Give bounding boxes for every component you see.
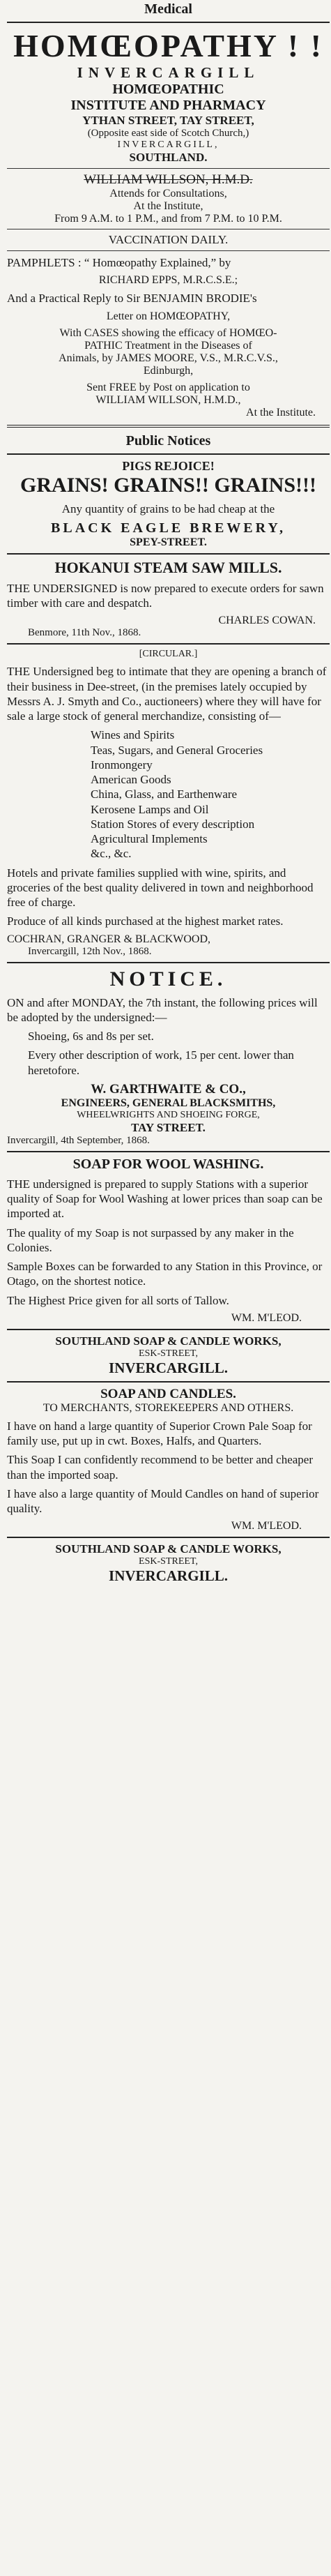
advert-hours: From 9 A.M. to 1 P.M., and from 7 P.M. to 10 P.M. [54, 213, 282, 225]
advert-text: The Highest Price given for all sorts of Tallow. [7, 1293, 229, 1307]
divider [7, 22, 330, 23]
advert-line: ENGINEERS, GENERAL BLACKSMITHS, [61, 1097, 276, 1109]
advert-headline: PIGS REJOICE! [122, 458, 215, 473]
merchandise-item: Kerosene Lamps and Oil [91, 802, 209, 816]
advert-line: With CASES showing the efficacy of HOMŒO- [59, 326, 277, 339]
advert-signature: WM. M'LEOD. [231, 1311, 302, 1324]
advert-line: INSTITUTE AND PHARMACY [70, 98, 266, 113]
advert-text: I have on hand a large quantity of Superior Crown Pale Soap for family use, put up in cwt. Boxes, Halfs, and Quarters. [7, 1419, 312, 1447]
advert-line: RICHARD EPPS, M.R.C.S.E.; [98, 274, 238, 287]
advert-text: I have also a large quantity of Mould Candles on hand of superior quality. [7, 1486, 319, 1515]
notice-advert [7, 967, 330, 1147]
saw-mills-advert [7, 559, 330, 640]
advert-text: Sample Boxes can be forwarded to any Station in this Province, or Otago, on the shortest notice. [7, 1260, 323, 1288]
advert-date: Benmore, 11th Nov., 1868. [28, 627, 141, 639]
advert-line: Letter on HOMŒOPATHY, [106, 310, 231, 322]
advert-text: Hotels and private families supplied with wine, spirits, and groceries of the best quality delivered in town and neighborhood free of charge. [7, 866, 314, 909]
advert-date: Invercargill, 12th Nov., 1868. [28, 945, 152, 957]
advert-signature: CHARLES COWAN. [218, 615, 316, 627]
advert-line: Animals, by JAMES MOORE, V.S., M.R.C.V.S., [59, 352, 278, 364]
advert-line: SOUTHLAND. [129, 151, 208, 164]
advert-headline: HOMŒOPATHY ! ! [13, 28, 323, 63]
advert-headline: SOUTHLAND SOAP & CANDLE WORKS, [55, 1542, 282, 1556]
advert-text: THE UNDERSIGNED is now prepared to execute orders for sawn timber with care and despatch. [7, 581, 324, 610]
advert-date: Invercargill, 4th September, 1868. [7, 1134, 150, 1146]
advert-line: INVERCARGILL, [117, 140, 220, 150]
advert-line: And a Practical Reply to Sir BENJAMIN BRODIE's [7, 292, 257, 306]
advert-vaccination: VACCINATION DAILY. [108, 233, 229, 246]
advert-subheading: TO MERCHANTS, STOREKEEPERS AND OTHERS. [43, 1401, 294, 1414]
advert-text: Produce of all kinds purchased at the highest market rates. [7, 914, 284, 928]
advert-line: WHEELWRIGHTS AND SHOEING FORGE, [77, 1109, 260, 1120]
advert-line: Edinburgh, [143, 364, 194, 377]
merchandise-item: American Goods [91, 773, 171, 786]
advert-line: Attends for Consultations, [109, 188, 227, 199]
advert-line: INVERCARGILL. [109, 1359, 228, 1376]
advert-name: WILLIAM WILLSON, H.M.D. [84, 172, 253, 187]
advert-text: ON and after MONDAY, the 7th instant, the following prices will be adopted by the undersigned:— [7, 995, 318, 1024]
advert-line: Shoeing, 6s and 8s per set. [28, 1030, 154, 1043]
merchandise-item: Ironmongery [91, 758, 153, 771]
advert-headline: SOAP FOR WOOL WASHING. [72, 1156, 264, 1172]
advert-headline: NOTICE. [109, 967, 227, 991]
merchandise-item: Wines and Spirits [91, 728, 175, 742]
section-heading-medical: Medical [144, 1, 192, 17]
advert-line: YTHAN STREET, TAY STREET, [82, 114, 254, 127]
advert-line: INVERCARGILL. [109, 1567, 228, 1585]
merchandise-item: Teas, Sugars, and General Groceries [91, 743, 263, 757]
advert-town: INVERCARGILL [77, 64, 260, 81]
advert-grains: GRAINS! GRAINS!! GRAINS!!! [20, 473, 316, 497]
advert-line: At the Institute. [246, 406, 316, 419]
soap-candles-advert [7, 1387, 330, 1533]
advert-text: Any quantity of grains to be had cheap at the [61, 502, 275, 515]
advert-signature: WM. M'LEOD. [231, 1520, 302, 1532]
advert-headline: SOAP AND CANDLES. [100, 1386, 236, 1401]
advert-street: SPEY-STREET. [130, 536, 207, 548]
advert-line: ESK-STREET, [139, 1348, 198, 1359]
merchandise-item: Station Stores of every description [91, 817, 255, 831]
advert-brewery: BLACK EAGLE BREWERY, [51, 520, 286, 536]
advert-firm: W. GARTHWAITE & CO., [91, 1081, 246, 1097]
advert-line: (Opposite east side of Scotch Church,) [87, 128, 249, 139]
advert-signature: COCHRAN, GRANGER & BLACKWOOD, [7, 933, 211, 945]
advert-tag: [CIRCULAR.] [139, 649, 198, 660]
advert-headline: HOKANUI STEAM SAW MILLS. [54, 558, 282, 576]
soap-works-advert [7, 1334, 330, 1377]
advert-line: At the Institute, [133, 200, 203, 212]
homoeopathy-advert [7, 27, 330, 419]
merchandise-item: &c., &c. [91, 847, 132, 861]
advert-signature: WILLIAM WILLSON, H.M.D., [95, 393, 241, 406]
advert-line: ESK-STREET, [139, 1556, 198, 1567]
advert-line: TAY STREET. [131, 1120, 206, 1134]
advert-text: This Soap I can confidently recommend to be better and cheaper than the imported soap. [7, 1453, 313, 1482]
merchandise-item: Agricultural Implements [91, 832, 208, 845]
advert-pamphlets: PAMPHLETS : “ Homœopathy Explained,” by [7, 256, 231, 269]
advert-headline: SOUTHLAND SOAP & CANDLE WORKS, [55, 1334, 282, 1348]
advert-line: Sent FREE by Post on application to [86, 381, 250, 393]
advert-line: PATHIC Treatment in the Diseases of [84, 339, 252, 352]
advert-text: The quality of my Soap is not surpassed by any maker in the Colonies. [7, 1226, 294, 1254]
advert-text: THE Undersigned beg to intimate that they are opening a branch of their business in Dee-street, (in the premises lately occupied by Messrs A. J. Smyth and Co., auctioneers) where they will have for sale a large stock of general merchandize, consisting of— [7, 665, 327, 723]
soap-works-advert-2 [7, 1542, 330, 1585]
wool-soap-advert [7, 1157, 330, 1325]
advert-text: THE undersigned is prepared to supply Stations with a superior quality of Soap for Wool Washing at lower prices than soap can be imported at. [7, 1177, 323, 1221]
advert-line: HOMŒOPATHIC [112, 82, 224, 97]
pigs-advert [7, 459, 330, 549]
merchandise-item: China, Glass, and Earthenware [91, 788, 238, 801]
advert-line: Every other description of work, 15 per cent. lower than heretofore. [28, 1048, 294, 1077]
circular-advert [7, 649, 330, 957]
section-heading-public-notices: Public Notices [125, 432, 211, 449]
merchandise-list [7, 728, 330, 861]
